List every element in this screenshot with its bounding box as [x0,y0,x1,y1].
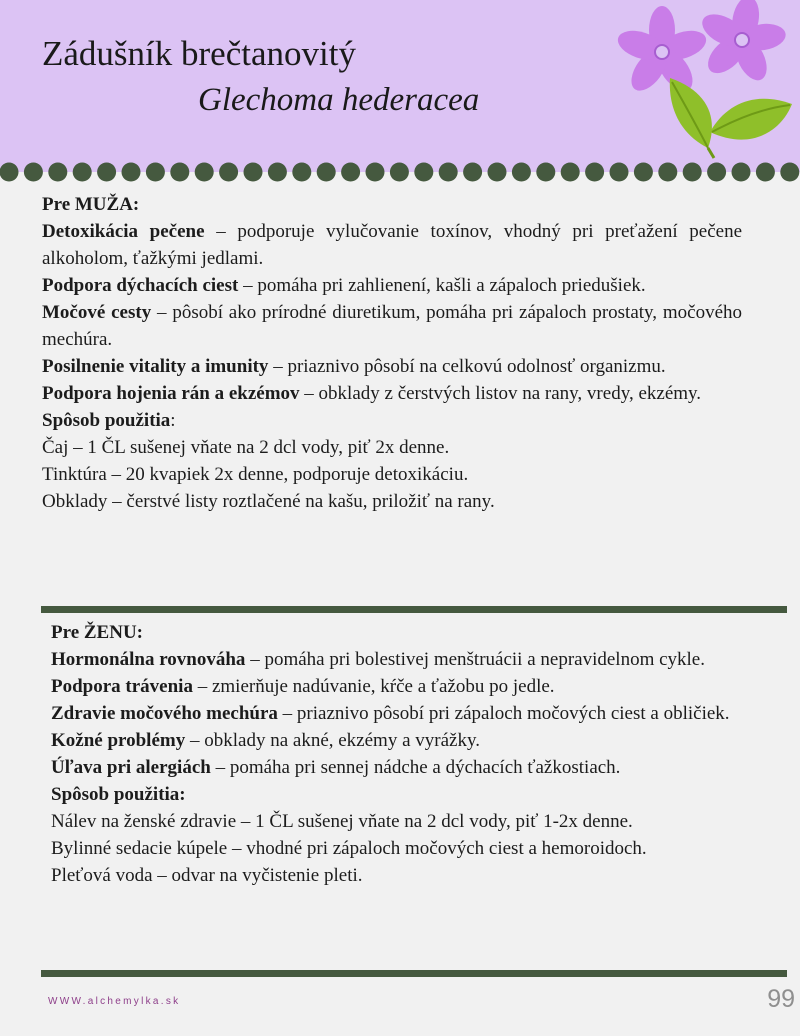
women-usage-heading: Spôsob použitia: [51,784,186,805]
divider-dot [683,163,702,182]
men-benefit-term: Podpora dýchacích ciest [42,275,239,296]
women-benefit-item [51,754,751,781]
women-benefit-item [51,673,751,700]
divider-dot [146,163,165,182]
page-number: 99 [767,985,795,1013]
men-usage-item: Tinktúra – 20 kvapiek 2x denne, podporuje detoxikáciu. [42,464,469,485]
divider-dot [439,163,458,182]
divider-dot [390,163,409,182]
divider-dot [463,163,482,182]
men-benefit-term: Močové cesty [42,302,152,323]
men-benefit-text: – priaznivo pôsobí na celkovú odolnosť organizmu. [268,356,666,377]
divider-dot [658,163,677,182]
women-benefit-term: Podpora trávenia [51,676,193,697]
men-benefit-item [42,380,742,407]
women-usage-item: Nálev na ženské zdravie – 1 ČL sušenej vňate na 2 dcl vody, piť 1-2x denne. [51,811,633,832]
divider-dot [97,163,116,182]
divider-dot [610,163,629,182]
men-section [42,191,742,515]
women-usage-item: Bylinné sedacie kúpele – vhodné pri zápaloch močových ciest a hemoroidoch. [51,838,647,859]
men-benefit-text: – pôsobí ako prírodné diuretikum, pomáha pri zápaloch prostaty, močového mechúra. [42,302,743,350]
men-usage-item: Obklady – čerstvé listy roztlačené na kašu, priložiť na rany. [42,491,495,512]
divider-dot [170,163,189,182]
divider-dot [73,163,92,182]
women-benefit-text: – obklady na akné, ekzémy a vyrážky. [185,730,480,751]
men-usage-heading: Spôsob použitia [42,410,171,431]
divider-dot [732,163,751,182]
divider-dot [219,163,238,182]
men-usage-colon: : [170,410,176,431]
men-benefit-text: – pomáha pri zahlienení, kašli a zápaloch priedušiek. [238,275,646,296]
women-benefit-term: Úľava pri alergiách [51,757,211,778]
women-usage-item: Pleťová voda – odvar na vyčistenie pleti. [51,865,363,886]
divider-dot [24,163,43,182]
divider-dot [0,163,19,182]
divider-dot [244,163,263,182]
men-benefit-item [42,299,742,353]
divider-dot [195,163,214,182]
men-usage-item: Čaj – 1 ČL sušenej vňate na 2 dcl vody, piť 2x denne. [42,437,450,458]
men-heading: Pre MUŽA: [42,194,140,215]
women-benefit-term: Hormonálna rovnováha [51,649,246,670]
women-benefit-item [51,646,751,673]
divider-dot [512,163,531,182]
divider-dot [634,163,653,182]
divider-dot [48,163,67,182]
divider-dot [122,163,141,182]
women-benefit-term: Zdravie močového mechúra [51,703,278,724]
men-benefit-item [42,353,742,380]
divider-dot [561,163,580,182]
divider-dot [756,163,775,182]
divider-dot [292,163,311,182]
divider-dot [317,163,336,182]
divider-dot [780,163,799,182]
divider-dot [414,163,433,182]
men-benefit-text: – podporuje vylučovanie toxínov, vhodný pri preťažení pečene alkoholom, ťažkými jedlami. [42,221,743,269]
divider-dot [585,163,604,182]
divider-dot [268,163,287,182]
women-benefit-text: – zmierňuje nadúvanie, kŕče a ťažobu po jedle. [192,676,555,697]
dotted-divider [0,159,800,185]
divider-dot [536,163,555,182]
women-benefit-item [51,700,751,727]
section-divider-bottom [41,970,787,977]
section-divider-top [41,606,787,613]
men-benefit-term: Posilnenie vitality a imunity [42,356,269,377]
men-benefit-item [42,218,742,272]
women-benefit-text: – pomáha pri sennej nádche a dýchacích ťažkostiach. [210,757,621,778]
women-benefit-text: – pomáha pri bolestivej menštruácii a nepravidelnom cykle. [245,649,705,670]
women-benefit-term: Kožné problémy [51,730,186,751]
flower-leaf-illustration-icon [610,0,800,160]
women-heading: Pre ŽENU: [51,622,143,643]
men-benefit-term: Detoxikácia pečene [42,221,205,242]
men-benefit-term: Podpora hojenia rán a ekzémov [42,383,300,404]
women-section [51,619,751,889]
divider-dot [488,163,507,182]
divider-dot [366,163,385,182]
footer-website-link[interactable]: WWW.alchemylka.sk [48,996,181,1007]
header-banner [0,0,800,172]
divider-dot [707,163,726,182]
latin-name: Glechoma hederacea [198,82,480,118]
page-title: Zádušník brečtanovitý [42,34,356,73]
men-benefit-item [42,272,742,299]
men-benefit-text: – obklady z čerstvých listov na rany, vredy, ekzémy. [299,383,702,404]
women-benefit-text: – priaznivo pôsobí pri zápaloch močových ciest a obličiek. [277,703,730,724]
divider-dot [341,163,360,182]
women-benefit-item [51,727,751,754]
